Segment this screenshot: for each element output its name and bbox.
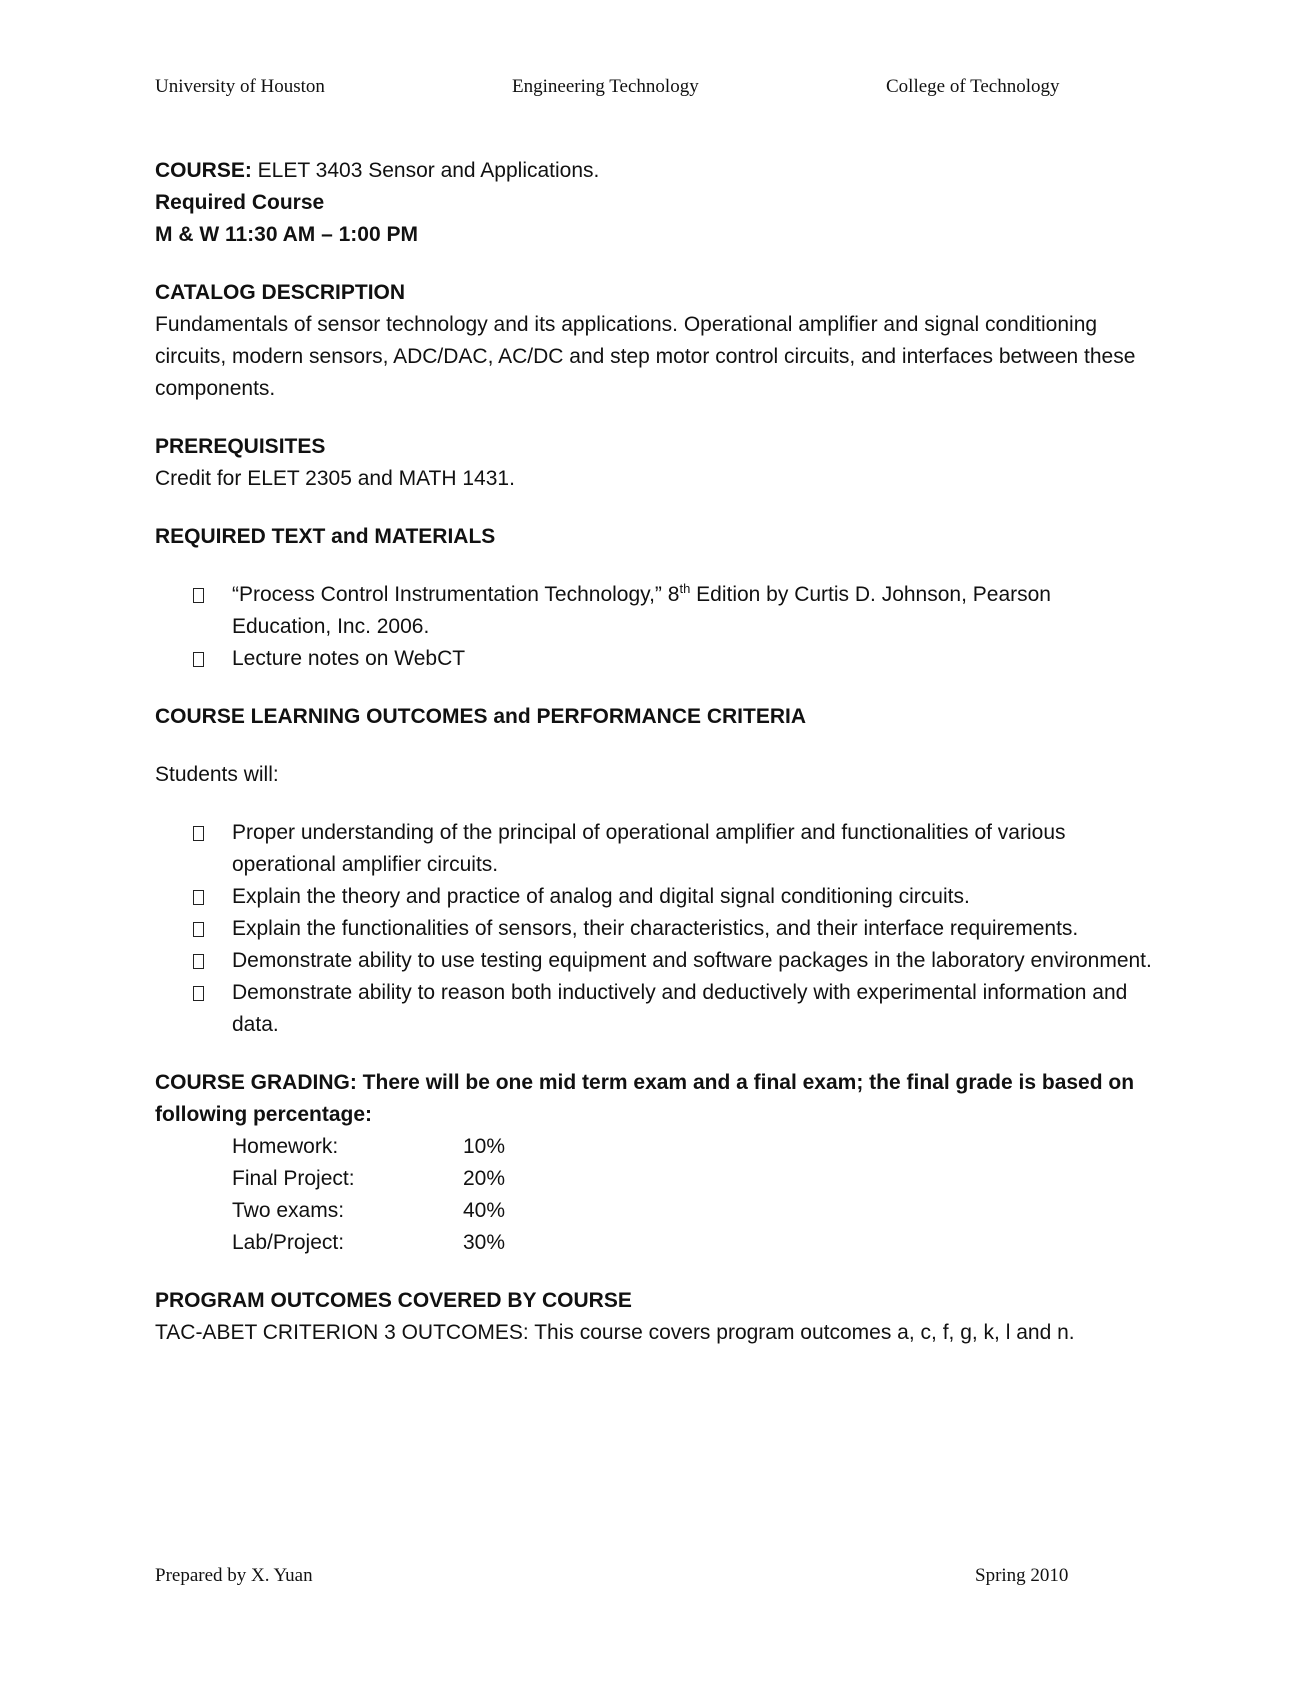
header-college: College of Technology (886, 76, 1060, 97)
header-university: University of Houston (155, 76, 325, 97)
catalog-heading: CATALOG DESCRIPTION (155, 281, 406, 304)
footer-term: Spring 2010 (975, 1565, 1069, 1586)
course-schedule: M & W 11:30 AM – 1:00 PM (155, 223, 418, 246)
bullet-box-icon (193, 890, 204, 905)
table-row: Lab/Project: 30% (232, 1231, 506, 1254)
table-row: Two exams: 40% (232, 1199, 506, 1222)
bullet-box-icon (193, 826, 204, 841)
list-item: Proper understanding of the principal of operational amplifier and functionalities of various operational amplifier circuits. (193, 817, 1155, 881)
bullet-box-icon (193, 986, 204, 1001)
materials-list (155, 579, 1155, 675)
list-item: Demonstrate ability to use testing equipment and software packages in the laboratory environment. (193, 945, 1155, 977)
table-row: Final Project: 20% (232, 1167, 506, 1190)
table-row: Homework: 10% (232, 1135, 506, 1158)
outcomes-heading: COURSE LEARNING OUTCOMES and PERFORMANCE CRITERIA (155, 705, 807, 728)
list-item: Lecture notes on WebCT (193, 643, 1155, 675)
program-text: TAC-ABET CRITERION 3 OUTCOMES: This course covers program outcomes a, c, f, g, k, l and n. (155, 1321, 1075, 1344)
bullet-box-icon (193, 652, 204, 667)
outcomes-intro: Students will: (155, 763, 279, 786)
list-item: Explain the theory and practice of analog and digital signal conditioning circuits. (193, 881, 1155, 913)
program-heading: PROGRAM OUTCOMES COVERED BY COURSE (155, 1289, 632, 1312)
header-department: Engineering Technology (512, 76, 699, 97)
syllabus-content (155, 155, 1155, 1349)
materials-heading: REQUIRED TEXT and MATERIALS (155, 525, 496, 548)
catalog-text: Fundamentals of sensor technology and its applications. Operational amplifier and signal conditioning circuits, modern sensors, ADC/DAC, AC/DC and step motor control circuits, and interfaces between these components. (155, 313, 1136, 400)
grading-heading: COURSE GRADING: There will be one mid term exam and a final exam; the final grade is based on following percentage: (155, 1071, 1135, 1126)
prereq-heading: PREREQUISITES (155, 435, 326, 458)
list-item: Demonstrate ability to reason both inductively and deductively with experimental information and data. (193, 977, 1155, 1041)
outcomes-list (155, 817, 1155, 1041)
course-line (155, 155, 1155, 187)
bullet-box-icon (193, 922, 204, 937)
course-title: ELET 3403 Sensor and Applications. (251, 159, 600, 182)
required-course: Required Course (155, 191, 325, 214)
footer-prepared-by: Prepared by X. Yuan (155, 1565, 313, 1586)
bullet-box-icon (193, 588, 204, 603)
prereq-text: Credit for ELET 2305 and MATH 1431. (155, 467, 515, 490)
grading-table (232, 1131, 505, 1259)
list-item: Explain the functionalities of sensors, their characteristics, and their interface requirements. (193, 913, 1155, 945)
course-label: COURSE: (155, 159, 252, 182)
list-item: “Process Control Instrumentation Technology,” 8th Edition by Curtis D. Johnson, Pearson Education, Inc. 2006. (193, 579, 1155, 643)
bullet-box-icon (193, 954, 204, 969)
